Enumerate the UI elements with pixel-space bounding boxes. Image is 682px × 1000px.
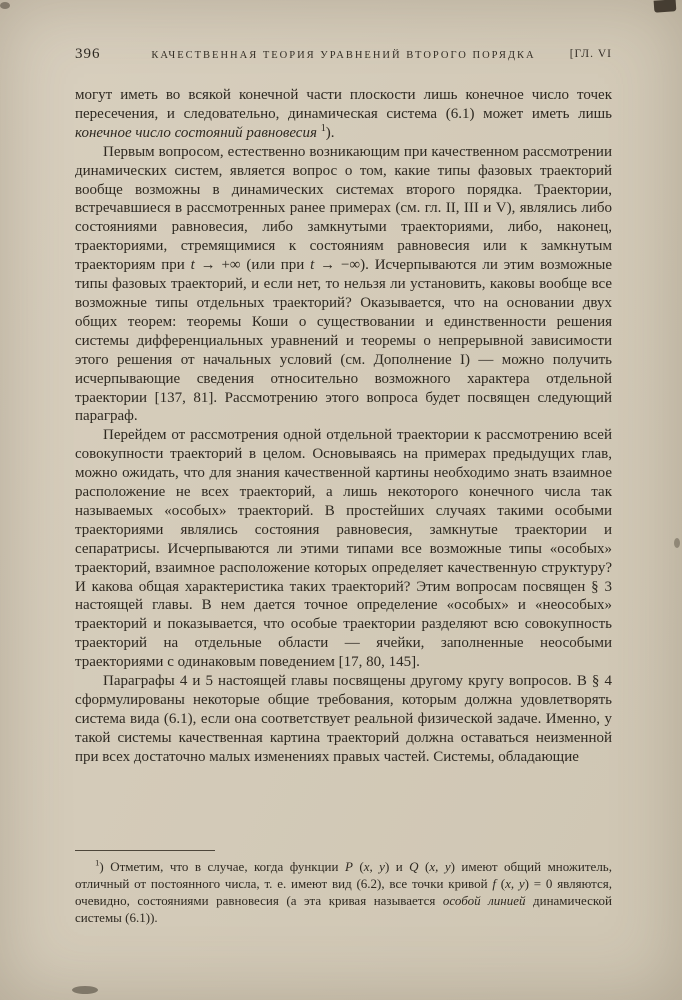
paragraph: Первым вопросом, естественно возникающим при качественном рассмотрении динамических систем, является вопрос о том, какие типы фазовых траекторий вообще возможны в динамических системах второго порядка. Траектории, встречавшиеся в рассмотренных ранее примерах (см. гл. II, III и V), являлись либо состояниями равновесия, либо замкнутыми траекториями, либо, наконец, траекториями, стремящимися к состояниям равновесия или к замкнутым траекториям при t → +∞ (или при t → −∞). Исчерпываются ли этим возможные типы фазовых траекторий, и если нет, то нельзя ли установить, каковы вообще все возможные типы отдельных траекторий? Оказывается, что на основании двух общих теорем: теоремы Коши о существовании и единственности решения системы дифференциальных уравнений и теоремы о непрерывной зависимости этого решения от начальных условий (см. Дополнение I) — можно получить исчерпывающие сведения относительно возможного характера отдельной траектории [137, 81]. Рассмотрению этого вопроса будет посвящен следующий параграф. — [75, 143, 612, 425]
footnote-rule — [75, 850, 215, 851]
paragraph: Перейдем от рассмотрения одной отдельной траектории к рассмотрению всей совокупности траекторий в целом. Основываясь на примерах предыдущих глав, можно ожидать, что для знания качественной картины необходимо знать взаимное расположение не всех траекторий, а лишь некоторого конечного числа так называемых «особых» траекторий. В простейших случаях такими особыми траекториями являлись состояния равновесия, замкнутые траектории и сепаратрисы. Исчерпываются ли этими типами все возможные типы «особых» траекторий, взаимное расположение которых определяет качественную структуру? И какова общая характеристика таких траекторий? Этим вопросам посвящен § 3 настоящей главы. В нем дается точное определение «особых» и «неособых» траекторий и показывается, что особые траектории разделяют всю совокупность траекторий на отдельные области — ячейки, заполненные неособыми траекториями с одинаковым поведением [17, 80, 145]. — [75, 427, 612, 671]
running-title: КАЧЕСТВЕННАЯ ТЕОРИЯ УРАВНЕНИЙ ВТОРОГО ПОРЯДКА — [151, 50, 536, 61]
chapter-ref: [ГЛ. VI — [569, 48, 612, 60]
scan-artifact — [0, 2, 10, 9]
body-text — [75, 86, 612, 767]
scan-artifact — [674, 538, 680, 548]
page-header — [75, 46, 612, 64]
paragraph: Параграфы 4 и 5 настоящей главы посвящены другому кругу вопросов. В § 4 сформулированы некоторые общие требования, которым должна удовлетворять система вида (6.1), если она соответствует реальной физической задаче. Именно, у такой системы качественная картина траекторий должна оставаться неизменной при всех достаточно малых изменениях правых частей. Системы, обладающие — [75, 673, 612, 765]
footnote: $^1$) Отметим, что в случае, когда функции P (x, y) и Q (x, y) имеют общий множитель, отличный от постоянного числа, т. е. имеют вид (6.2), все точки кривой f (x, y) = 0 являются, очевидно, состояниями равновесия (а эта кривая называется особой линией динамической системы (6.1)). — [75, 857, 613, 925]
scan-artifact — [654, 0, 677, 13]
page-number: 396 — [75, 46, 101, 62]
paragraph: могут иметь во всякой конечной части плоскости лишь конечное число точек пересечения, и следовательно, динамическая система (6.1) может иметь лишь конечное число состояний равновесия $^1$). — [75, 87, 612, 141]
scan-artifact — [72, 986, 98, 994]
footnote-area — [75, 850, 612, 926]
